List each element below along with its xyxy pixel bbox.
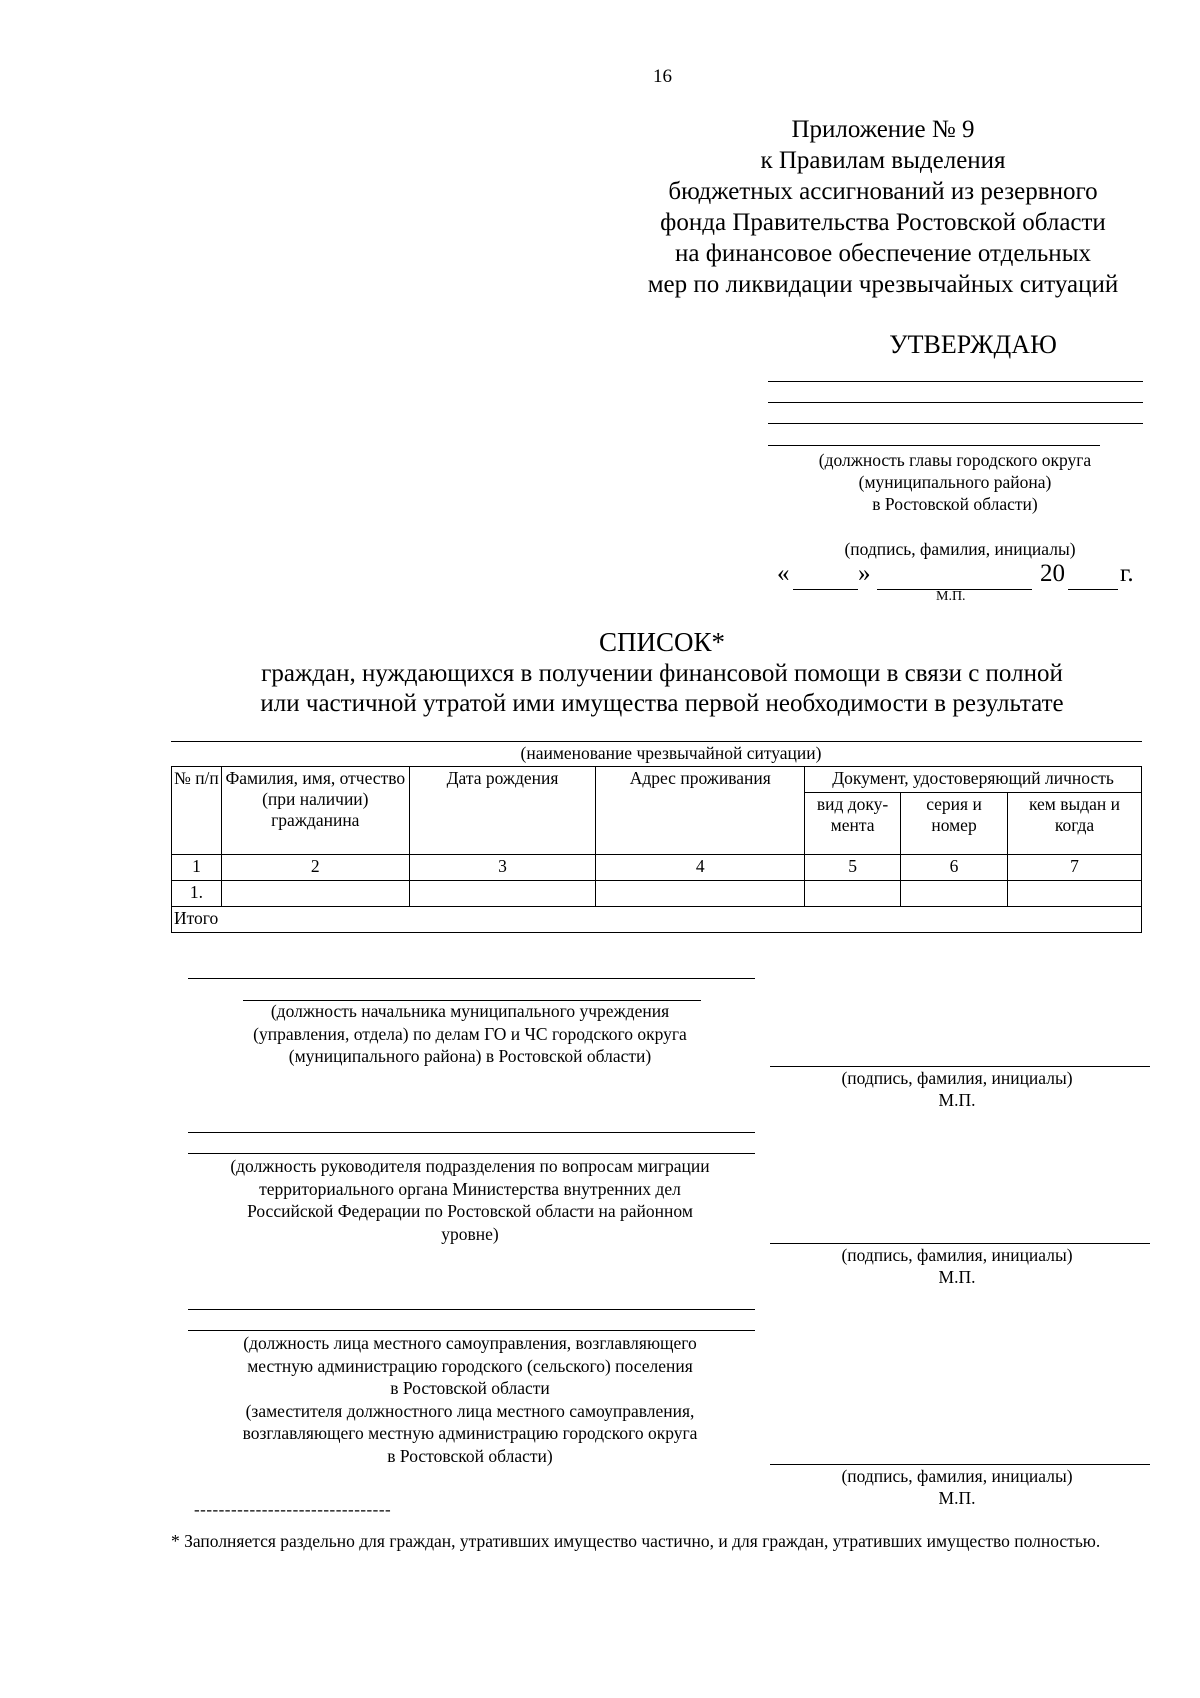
table-cell[interactable]	[901, 881, 1008, 907]
footnote-text: * Заполняется раздельно для граждан, утративших имущество частично, и для граждан, утративших имущество полностью.	[171, 1531, 1101, 1551]
table-cell[interactable]	[221, 881, 409, 907]
header-doc-series: серия и номер	[901, 793, 1008, 855]
date-year-suffix: г.	[1120, 560, 1134, 587]
document-title: СПИСОК*	[598, 627, 726, 657]
annex-header	[603, 114, 1163, 300]
table-row	[172, 881, 1142, 907]
date-year-prefix: 20	[1040, 560, 1065, 587]
annex-line: фонда Правительства Ростовской области	[660, 209, 1106, 236]
header-address: Адрес проживания	[596, 767, 805, 855]
signature-1-caption: (должность начальника муниципального учреждения (управления, отдела) по делам ГО и ЧС городского округа (муниципального района) в Ростовской области)	[253, 1001, 687, 1066]
header-doc-type: вид доку- мента	[805, 793, 901, 855]
approval-line[interactable]	[768, 381, 1143, 382]
date-close-quote: »	[858, 560, 871, 587]
table-cell[interactable]	[1008, 881, 1142, 907]
table-cell[interactable]	[409, 881, 596, 907]
signature-position-line[interactable]	[188, 1132, 755, 1133]
signature-position-line[interactable]	[188, 978, 755, 979]
approval-signature-caption: (подпись, фамилия, инициалы)	[844, 539, 1076, 559]
annex-line: на финансовое обеспечение отдельных	[674, 240, 1091, 267]
header-birth-date: Дата рождения	[409, 767, 596, 855]
signature-position-line[interactable]	[188, 1309, 755, 1310]
annex-line: Приложение № 9	[791, 116, 975, 143]
date-open-quote: «	[777, 560, 790, 587]
column-numbers-row	[172, 855, 1142, 881]
signature-3-sign: (подпись, фамилия, инициалы) М.П.	[841, 1466, 1073, 1508]
table-cell[interactable]	[805, 881, 901, 907]
date-day-field[interactable]	[793, 589, 858, 590]
signature-1-sign: (подпись, фамилия, инициалы) М.П.	[841, 1068, 1073, 1110]
document-subtitle: граждан, нуждающихся в получении финансовой помощи в связи с полной или частичной утратой ими имущества первой необходимости в результате	[260, 660, 1064, 717]
column-number: 7	[1008, 855, 1142, 881]
table-cell[interactable]	[596, 881, 805, 907]
column-number: 3	[409, 855, 596, 881]
total-row	[172, 907, 1142, 933]
column-number: 5	[805, 855, 901, 881]
signature-2-caption: (должность руководителя подразделения по вопросам миграции территориального органа Министерства внутренних дел Российской Федерации по Ростовской области на районном уровне)	[230, 1156, 710, 1244]
citizens-table	[171, 766, 1142, 933]
date-year-field[interactable]	[1068, 589, 1118, 590]
signature-position-line[interactable]	[188, 1330, 755, 1331]
approval-position-caption: (должность главы городского округа (муниципального района) в Ростовской области)	[818, 450, 1092, 514]
header-full-name: Фамилия, имя, отчество (при наличии) гражданина	[221, 767, 409, 855]
approval-line[interactable]	[768, 402, 1143, 403]
header-doc-issued: кем выдан и когда	[1008, 793, 1142, 855]
header-no: № п/п	[172, 767, 222, 855]
approval-heading: УТВЕРЖДАЮ	[889, 330, 1057, 359]
annex-line: к Правилам выделения	[760, 147, 1006, 174]
column-number: 4	[596, 855, 805, 881]
signature-2-sign: (подпись, фамилия, инициалы) М.П.	[841, 1245, 1073, 1287]
footnote-separator: --------------------------------	[194, 1500, 392, 1519]
row-number: 1.	[172, 881, 222, 907]
annex-line: бюджетных ассигнований из резервного	[668, 178, 1098, 205]
column-number: 2	[221, 855, 409, 881]
signature-3-caption: (должность лица местного самоуправления, возглавляющего местную администрацию городского (сельского) поселения в Ростовской области (заместителя должностного лица местного самоуправления, возглавляющего местную администрацию городского округа в Ростовской области)	[242, 1333, 698, 1466]
signature-position-line[interactable]	[188, 1153, 755, 1154]
annex-line: мер по ликвидации чрезвычайных ситуаций	[647, 271, 1119, 298]
total-label: Итого	[172, 907, 1142, 933]
emergency-caption: (наименование чрезвычайной ситуации)	[520, 743, 822, 763]
header-identity-document: Документ, удостоверяющий личность	[805, 767, 1142, 793]
approval-line[interactable]	[768, 445, 1100, 446]
column-number: 6	[901, 855, 1008, 881]
page-number: 16	[653, 66, 672, 87]
column-number: 1	[172, 855, 222, 881]
approval-stamp: М.П.	[936, 589, 966, 604]
approval-line[interactable]	[768, 423, 1143, 424]
